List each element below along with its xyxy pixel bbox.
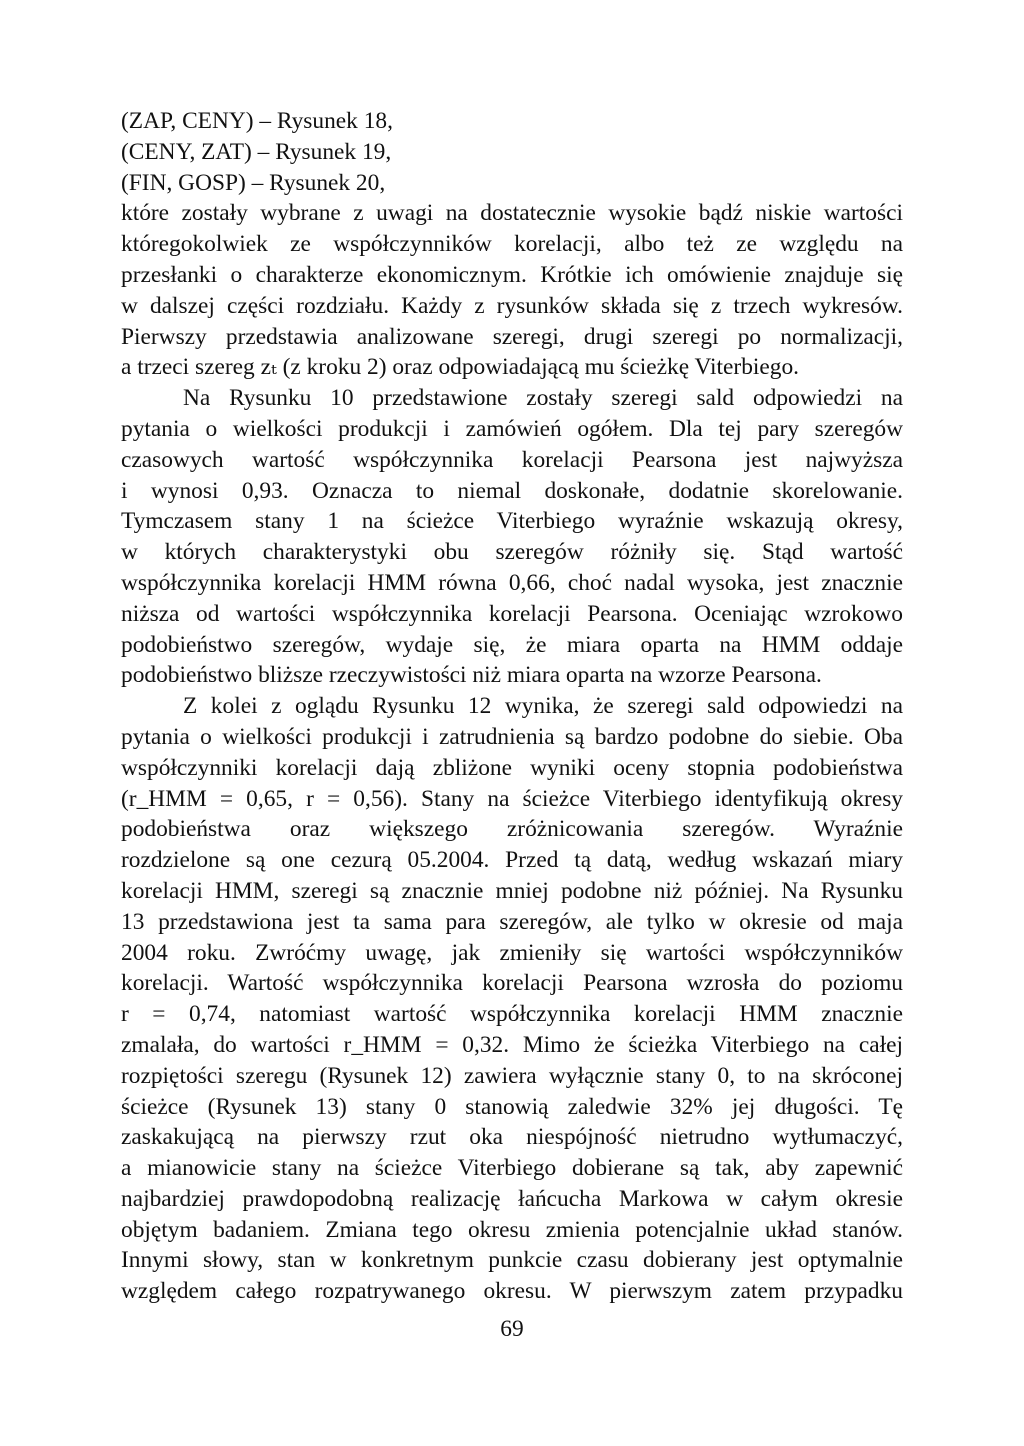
list-item: (FIN, GOSP) – Rysunek 20, (121, 169, 386, 196)
text-line: czasowych wartość współczynnika korelacji Pearsona jest najwyższa (121, 446, 903, 473)
text-line: niższa od wartości współczynnika korelacji Pearsona. Oceniając wzrokowo (121, 600, 903, 627)
text-line: współczynniki korelacji dają zbliżone wyniki oceny stopnia podobieństwa (121, 754, 903, 781)
body-text (121, 106, 903, 1307)
text-line: a mianowicie stany na ścieżce Viterbiego dobierane są tak, aby zapewnić (121, 1155, 903, 1182)
text-line: w których charakterystyki obu szeregów różniły się. Stąd wartość (121, 539, 903, 566)
text-line: 13 przedstawiona jest ta sama para szeregów, ale tylko w okresie od maja (121, 908, 903, 935)
text-line: zaskakującą na pierwszy rzut oka niespójność nietrudno wytłumaczyć, (121, 1124, 903, 1151)
text-line: rozdzielone są one cezurą 05.2004. Przed tą datą, według wskazań miary (121, 847, 903, 874)
text-line: które zostały wybrane z uwagi na dostatecznie wysokie bądź niskie wartości (121, 200, 903, 227)
text-line: objętym badaniem. Zmiana tego okresu zmienia potencjalnie układ stanów. (121, 1216, 903, 1243)
text-line: w dalszej części rozdziału. Każdy z rysunków składa się z trzech wykresów. (121, 292, 903, 319)
text-line: Z kolei z oglądu Rysunku 12 wynika, że szeregi sald odpowiedzi na (183, 693, 903, 720)
text-line: Tymczasem stany 1 na ścieżce Viterbiego wyraźnie wskazują okresy, (121, 508, 903, 535)
text-line: współczynnika korelacji HMM równa 0,66, choć nadal wysoka, jest znacznie (121, 569, 903, 596)
text-line: zmalała, do wartości r_HMM = 0,32. Mimo że ścieżka Viterbiego na całej (121, 1031, 903, 1058)
text-line: pytania o wielkości produkcji i zatrudnienia są bardzo podobne do siebie. Oba (121, 723, 903, 750)
text-line: (r_HMM = 0,65, r = 0,56). Stany na ścieżce Viterbiego identyfikują okresy (121, 785, 903, 812)
list-item: (ZAP, CENY) – Rysunek 18, (121, 108, 393, 134)
text-line: któregokolwiek ze współczynników korelacji, albo też ze względu na (121, 231, 903, 258)
text-line: r = 0,74, natomiast wartość współczynnika korelacji HMM znacznie (121, 1001, 903, 1028)
text-line: najbardziej prawdopodobną realizację łańcucha Markowa w całym okresie (121, 1185, 903, 1212)
text-line: pytania o wielkości produkcji i zamówień ogółem. Dla tej pary szeregów (121, 415, 903, 442)
text-line: ścieżce (Rysunek 13) stany 0 stanowią zaledwie 32% jej długości. Tę (121, 1093, 903, 1120)
text-line: Innymi słowy, stan w konkretnym punkcie czasu dobierany jest optymalnie (121, 1247, 903, 1274)
text-line: podobieństwo bliższe rzeczywistości niż miara oparta na wzorze Pearsona. (121, 662, 822, 689)
text-line: podobieństwa oraz większego zróżnicowania szeregów. Wyraźnie (121, 816, 903, 843)
text-line: względem całego rozpatrywanego okresu. W pierwszym zatem przypadku (121, 1278, 903, 1305)
text-line: a trzeci szereg zₜ (z kroku 2) oraz odpowiadającą mu ścieżkę Viterbiego. (121, 354, 800, 381)
text-line: korelacji. Wartość współczynnika korelacji Pearsona wzrosła do poziomu (121, 970, 903, 997)
text-line: korelacji HMM, szeregi są znacznie mniej podobne niż później. Na Rysunku (121, 877, 903, 904)
text-line: i wynosi 0,93. Oznacza to niemal doskonałe, dodatnie skorelowanie. (121, 477, 903, 504)
text-line: Pierwszy przedstawia analizowane szeregi, drugi szeregi po normalizacji, (121, 323, 903, 350)
text-line: przesłanki o charakterze ekonomicznym. Krótkie ich omówienie znajduje się (121, 261, 903, 288)
text-line: Na Rysunku 10 przedstawione zostały szeregi sald odpowiedzi na (183, 385, 903, 412)
page-number: 69 (500, 1316, 524, 1342)
list-item: (CENY, ZAT) – Rysunek 19, (121, 138, 392, 165)
text-line: 2004 roku. Zwróćmy uwagę, jak zmieniły się wartości współczynników (121, 939, 903, 966)
text-line: podobieństwo szeregów, wydaje się, że miara oparta na HMM oddaje (121, 631, 903, 658)
text-line: rozpiętości szeregu (Rysunek 12) zawiera wyłącznie stany 0, to na skróconej (121, 1062, 903, 1089)
